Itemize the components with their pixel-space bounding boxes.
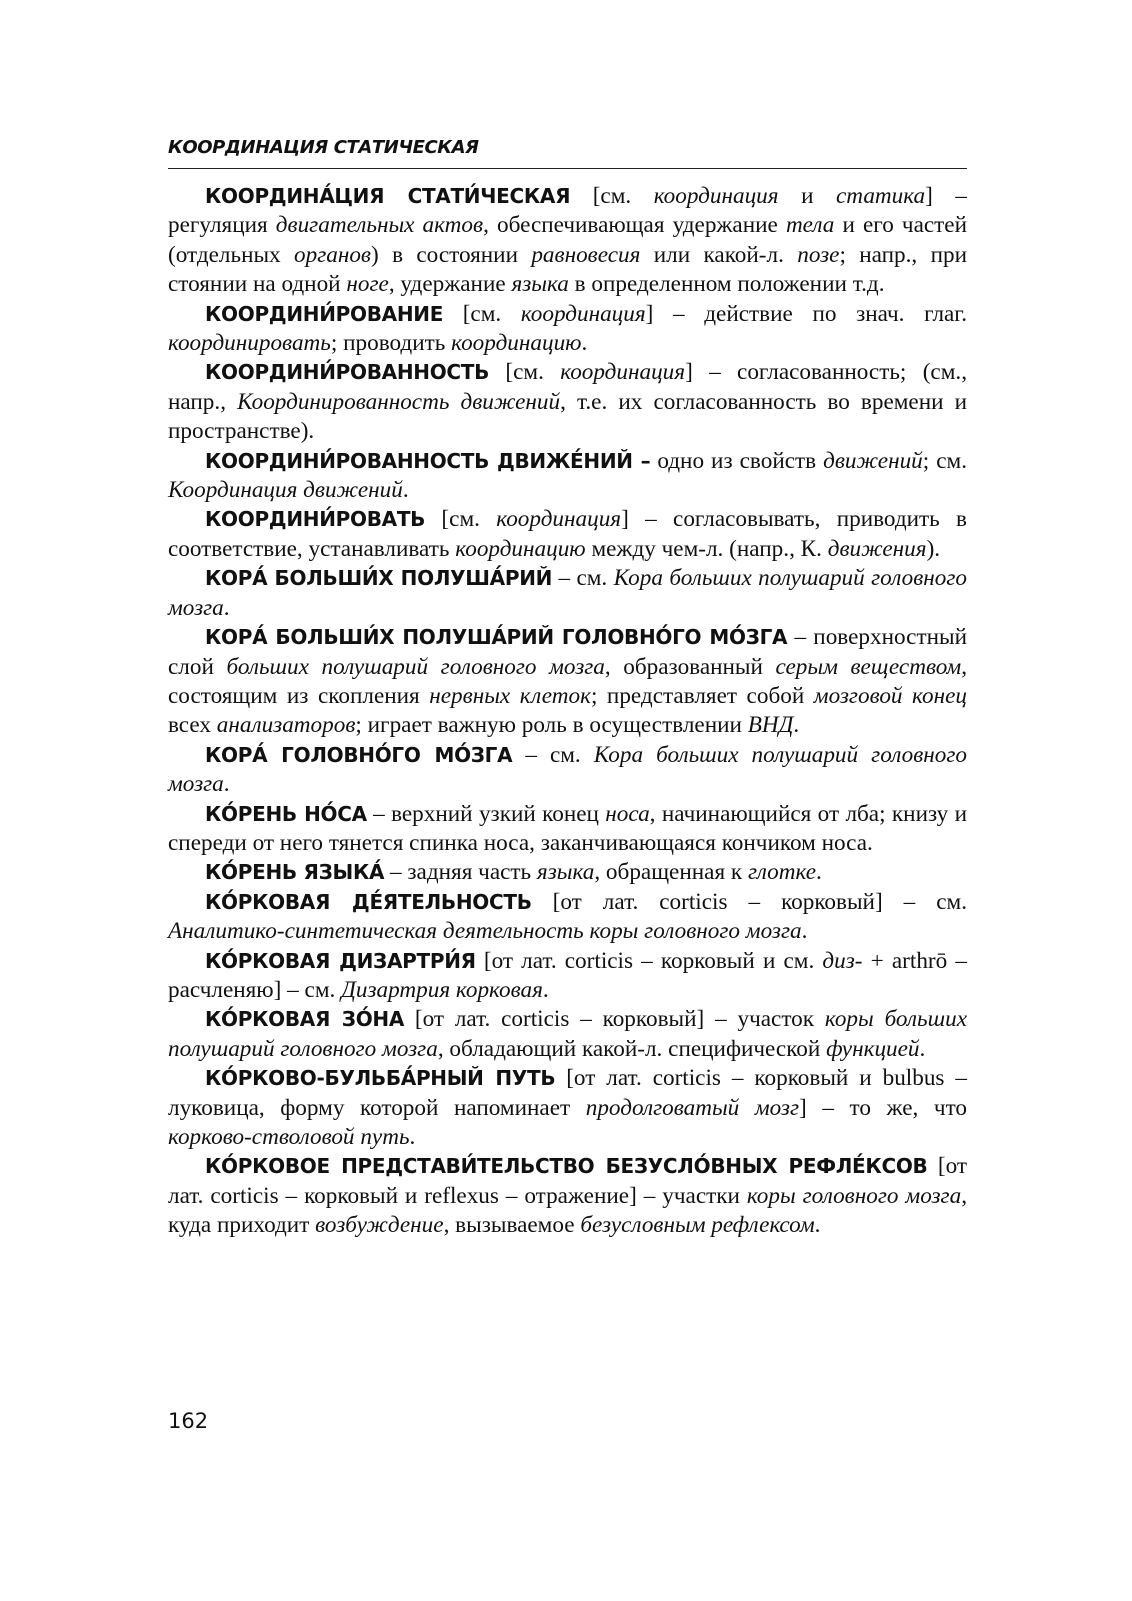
entry-italic-text: координация [496, 506, 622, 533]
entry-italic-text: равновесия [531, 241, 641, 268]
entry-headword: КОРА́ БОЛЬШИ́Х ПОЛУША́РИЙ ГОЛОВНО́ГО МО́ЗГА [205, 625, 788, 650]
entry-text: ; представляет собой [590, 682, 814, 709]
entry-text: . [919, 1035, 926, 1062]
dictionary-entry [168, 447, 967, 506]
entry-italic-text: безусловным рефлексом [580, 1212, 815, 1239]
entry-italic-text: Координированность движений [237, 388, 561, 415]
entry-italic-text: координировать [168, 330, 331, 357]
entry-italic-text: координацию [451, 330, 582, 357]
entry-text: . [542, 976, 549, 1003]
dictionary-entry [168, 182, 967, 300]
dictionary-entry [168, 1064, 967, 1152]
dictionary-entry [168, 564, 967, 623]
entry-italic-text: ВНД [747, 712, 794, 739]
dictionary-entry [168, 888, 967, 947]
entry-text: – см. [512, 741, 594, 768]
entry-text: , удержание [388, 271, 512, 298]
entry-italic-text: языка [511, 271, 569, 298]
entry-text: . [402, 477, 409, 504]
entry-text: ] – регуляция [168, 183, 967, 239]
entry-text: и [778, 183, 837, 209]
entry-text: одно из свойств [650, 447, 824, 474]
entry-italic-text: функцией [826, 1035, 920, 1062]
entry-italic-text: координацию [455, 535, 586, 562]
entry-italic-text: движения [827, 535, 927, 562]
entry-italic-text: Кора больших полушарий головного мозга [168, 741, 968, 798]
entry-text: [от лат. corticis – корковый] – см. [531, 888, 968, 915]
entry-italic-text: Координация движений [168, 477, 403, 504]
entry-text: ] – действие по знач. глаг. [645, 300, 968, 327]
entry-italic-text: больших полушарий головного мозга [226, 653, 605, 680]
entry-text: всех [168, 712, 217, 739]
dictionary-entry [168, 1152, 967, 1240]
entry-headword: КО́РКОВАЯ ДЕ́ЯТЕЛЬНОСТЬ [205, 889, 532, 914]
entry-text: ] – то же, что [799, 1094, 967, 1121]
entry-text: [см. [570, 183, 654, 209]
entry-headword: КООРДИНА́ЦИЯ СТАТИ́ЧЕСКАЯ [205, 184, 571, 208]
entry-text: . [223, 594, 230, 621]
entry-text: [см. [443, 300, 521, 327]
entry-text: [см. [489, 359, 561, 386]
entry-text: ; проводить [330, 330, 452, 357]
entry-italic-text: носа [605, 800, 650, 827]
entry-italic-text: ноге [346, 271, 389, 298]
entry-text: , обеспечивающая удержание [483, 212, 786, 239]
dictionary-entry [168, 858, 967, 887]
entry-headword: КО́РКОВОЕ ПРЕДСТАВИ́ТЕЛЬСТВО БЕЗУСЛО́ВНЫХ РЕФЛЕ́КСОВ [205, 1154, 928, 1179]
entry-text: между чем-л. (напр., К. [585, 535, 828, 562]
dictionary-entry [168, 741, 967, 800]
entry-italic-text: Аналитико-синтетическая деятельность коры головного мозга [168, 918, 802, 945]
entry-headword: КО́РЕНЬ НО́СА [205, 801, 367, 826]
entry-headword: КО́РКОВАЯ ЗО́НА [205, 1007, 405, 1032]
entry-italic-text: коры больших полушарий головного мозга [168, 1006, 967, 1062]
entry-text: , вызываемое [443, 1212, 581, 1239]
entry-italic-text: статика [836, 183, 926, 209]
entry-text: – см. [552, 565, 614, 592]
entry-italic-text: координация [520, 300, 646, 327]
entry-italic-text: нервных клеток [429, 682, 591, 709]
entry-text: ; играет важную роль в осуществлении [355, 712, 748, 739]
entry-italic-text: координация [560, 359, 686, 386]
entry-text: и его частей (отдельных [168, 212, 967, 268]
entry-text: [см. [425, 506, 497, 533]
entry-text: ). [926, 535, 941, 562]
entry-text: . [814, 1212, 821, 1239]
entry-italic-text: позе [797, 241, 840, 268]
entry-italic-text: тела [785, 212, 835, 239]
entry-italic-text: серым веществом [775, 653, 962, 680]
entry-text: – задняя часть [384, 859, 537, 886]
entry-italic-text: анализаторов [216, 712, 356, 739]
entry-text: ) в состоянии [371, 241, 532, 268]
entry-italic-text: координация [653, 183, 779, 209]
entry-text: или какой-л. [640, 241, 798, 268]
entry-headword: КОРА́ ГОЛОВНО́ГО МО́ЗГА [205, 742, 513, 767]
dictionary-entry [168, 800, 967, 859]
entry-text: + arthrō – расчленяю] – см. [168, 947, 967, 1003]
entry-italic-text: Кора больших полушарий головного мозга [168, 565, 967, 621]
entries-column [168, 182, 967, 1241]
entry-text: [от лат. corticis – корковый и bulbus – луковица, форму которой напоминает [168, 1065, 967, 1121]
entry-italic-text: языка [536, 859, 595, 886]
dictionary-entry [168, 505, 967, 564]
dictionary-entry [168, 623, 967, 741]
entry-italic-text: диз- [822, 947, 863, 974]
entry-headword: КОРА́ БОЛЬШИ́Х ПОЛУША́РИЙ [205, 566, 553, 591]
page-number: 162 [168, 1409, 209, 1433]
header-rule [168, 168, 967, 169]
entry-text: , куда приходит [168, 1182, 967, 1239]
entry-italic-text: Дизартрия корковая [341, 976, 543, 1003]
entry-italic-text: органов [294, 241, 371, 268]
running-head: КООРДИНАЦИЯ СТАТИЧЕСКАЯ [168, 137, 479, 158]
entry-headword: КООРДИНИ́РОВАННОСТЬ ДВИЖЕ́НИЙ – [205, 448, 651, 473]
entry-headword: КО́РКОВО-БУЛЬБА́РНЫЙ ПУТЬ [205, 1066, 556, 1091]
entry-text: [от лат. corticis – корковый] – участок [404, 1006, 825, 1033]
entry-text: , состоящим из скопления [168, 653, 968, 709]
entry-text: ; см. [922, 447, 967, 474]
entry-italic-text: возбуждение [315, 1212, 444, 1239]
entry-text: ] – согласовывать, приводить в соответствие, устанавливать [168, 506, 968, 562]
entry-text: . [581, 330, 588, 357]
entry-text: , обладающий какой-л. специфической [437, 1035, 827, 1062]
entry-text: . [793, 712, 800, 739]
entry-text: – поверхностный слой [168, 624, 967, 680]
entry-text: . [801, 918, 808, 945]
entry-headword: КООРДИНИ́РОВАТЬ [205, 507, 426, 532]
entry-text: , обращенная к [594, 859, 748, 886]
entry-italic-text: коры головного мозга [746, 1182, 962, 1209]
entry-text: . [409, 1124, 416, 1150]
entry-text: , начинающийся от лба; книзу и спереди от него тянется спинка носа, заканчивающаяся кончиком носа. [168, 800, 968, 856]
entry-text: ; напр., при стоянии на одной [168, 241, 967, 298]
entry-headword: КО́РКОВАЯ ДИЗАРТРИ́Я [205, 948, 476, 973]
entry-headword: КООРДИНИ́РОВАНИЕ [205, 301, 444, 326]
entry-text: [от лат. corticis – корковый и см. [475, 947, 823, 974]
dictionary-entry [168, 1005, 967, 1064]
entry-text: . [223, 771, 230, 798]
entry-text: – верхний узкий конец [366, 800, 606, 827]
entry-text: [от лат. corticis – корковый и reflexus – отражение] – участки [168, 1153, 967, 1209]
entry-text: , образованный [604, 653, 776, 680]
entry-text: ] – согласованность; (см., напр., [168, 359, 967, 415]
entry-italic-text: продолговатый мозг [585, 1094, 800, 1121]
entry-italic-text: корково-стволовой путь [168, 1124, 410, 1150]
dictionary-entry [168, 300, 967, 359]
entry-text: . [816, 859, 822, 886]
entry-text: , т.е. их согласованность во времени и пространстве). [168, 388, 968, 445]
entry-italic-text: движений [823, 447, 923, 474]
entry-italic-text: глотке [747, 859, 817, 886]
entry-headword: КООРДИНИ́РОВАННОСТЬ [205, 360, 490, 385]
entry-headword: КО́РЕНЬ ЯЗЫКА́ [205, 860, 385, 885]
dictionary-entry [168, 947, 967, 1006]
entry-italic-text: двигательных актов [275, 212, 484, 239]
dictionary-entry [168, 358, 967, 446]
entry-text: в определенном положении т.д. [568, 271, 885, 298]
entry-italic-text: мозговой конец [813, 682, 968, 709]
